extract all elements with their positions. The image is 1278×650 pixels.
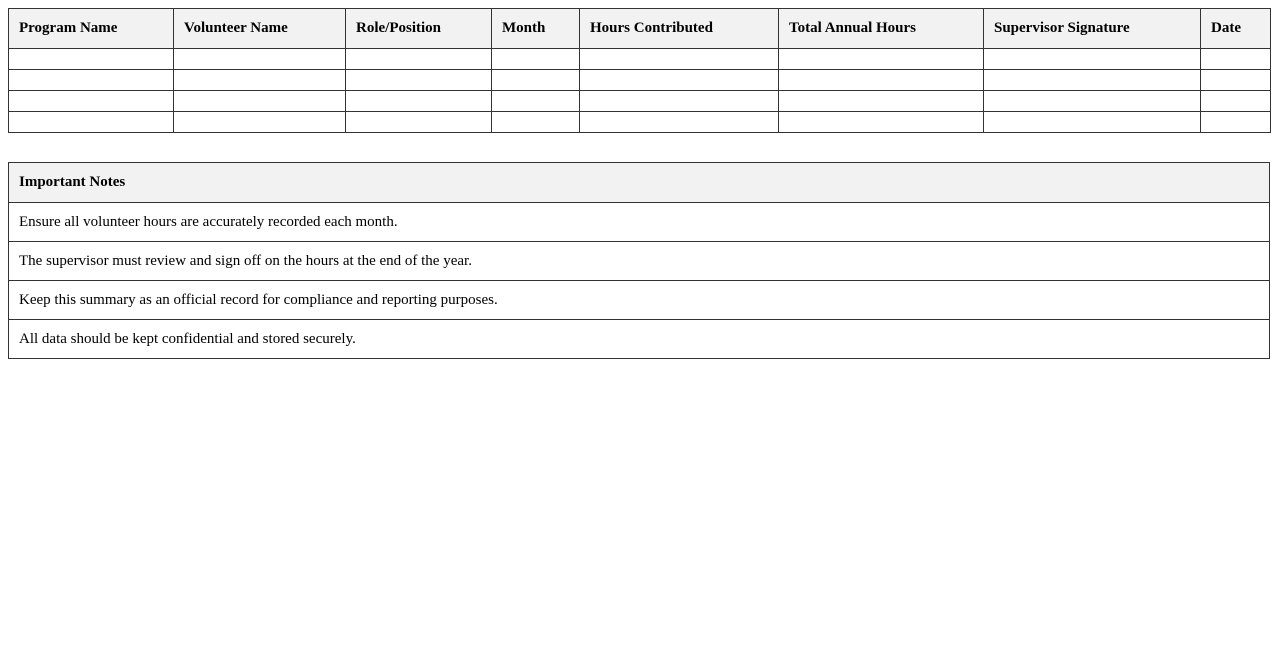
note-item: The supervisor must review and sign off on the hours at the end of the year. <box>9 242 1270 281</box>
table-cell-total-annual-hours <box>779 70 984 91</box>
table-cell-program-name <box>9 49 174 70</box>
table-cell-supervisor-signature <box>984 49 1201 70</box>
table-cell-total-annual-hours <box>779 91 984 112</box>
note-item: Keep this summary as an official record for compliance and reporting purposes. <box>9 281 1270 320</box>
column-header-total-annual-hours: Total Annual Hours <box>779 9 984 49</box>
table-cell-volunteer-name <box>174 49 346 70</box>
table-cell-total-annual-hours <box>779 49 984 70</box>
volunteer-hours-table <box>8 8 1271 133</box>
notes-title: Important Notes <box>9 163 1270 203</box>
table-cell-total-annual-hours <box>779 112 984 133</box>
table-row <box>9 49 1271 70</box>
table-cell-hours-contributed <box>580 91 779 112</box>
table-cell-role-position <box>346 49 492 70</box>
column-header-hours-contributed: Hours Contributed <box>580 9 779 49</box>
note-item: Ensure all volunteer hours are accurately recorded each month. <box>9 203 1270 242</box>
notes-header-row <box>9 163 1270 203</box>
note-row <box>9 281 1270 320</box>
column-header-program-name: Program Name <box>9 9 174 49</box>
column-header-volunteer-name: Volunteer Name <box>174 9 346 49</box>
table-cell-month <box>492 112 580 133</box>
table-cell-program-name <box>9 70 174 91</box>
note-item: All data should be kept confidential and stored securely. <box>9 320 1270 359</box>
table-cell-role-position <box>346 112 492 133</box>
column-header-month: Month <box>492 9 580 49</box>
table-cell-month <box>492 49 580 70</box>
note-row <box>9 203 1270 242</box>
column-header-role-position: Role/Position <box>346 9 492 49</box>
column-header-supervisor-signature: Supervisor Signature <box>984 9 1201 49</box>
table-cell-role-position <box>346 91 492 112</box>
table-cell-date <box>1201 91 1271 112</box>
table-cell-date <box>1201 49 1271 70</box>
table-cell-supervisor-signature <box>984 70 1201 91</box>
table-cell-volunteer-name <box>174 70 346 91</box>
table-cell-program-name <box>9 112 174 133</box>
table-cell-program-name <box>9 91 174 112</box>
table-header-row <box>9 9 1271 49</box>
table-cell-hours-contributed <box>580 112 779 133</box>
table-cell-month <box>492 70 580 91</box>
important-notes-table <box>8 162 1270 359</box>
table-cell-supervisor-signature <box>984 91 1201 112</box>
table-row <box>9 91 1271 112</box>
table-cell-role-position <box>346 70 492 91</box>
note-row <box>9 320 1270 359</box>
table-cell-volunteer-name <box>174 112 346 133</box>
note-row <box>9 242 1270 281</box>
table-cell-month <box>492 91 580 112</box>
table-cell-date <box>1201 70 1271 91</box>
table-cell-supervisor-signature <box>984 112 1201 133</box>
table-cell-hours-contributed <box>580 70 779 91</box>
table-row <box>9 70 1271 91</box>
table-cell-volunteer-name <box>174 91 346 112</box>
table-row <box>9 112 1271 133</box>
table-cell-date <box>1201 112 1271 133</box>
column-header-date: Date <box>1201 9 1271 49</box>
table-cell-hours-contributed <box>580 49 779 70</box>
